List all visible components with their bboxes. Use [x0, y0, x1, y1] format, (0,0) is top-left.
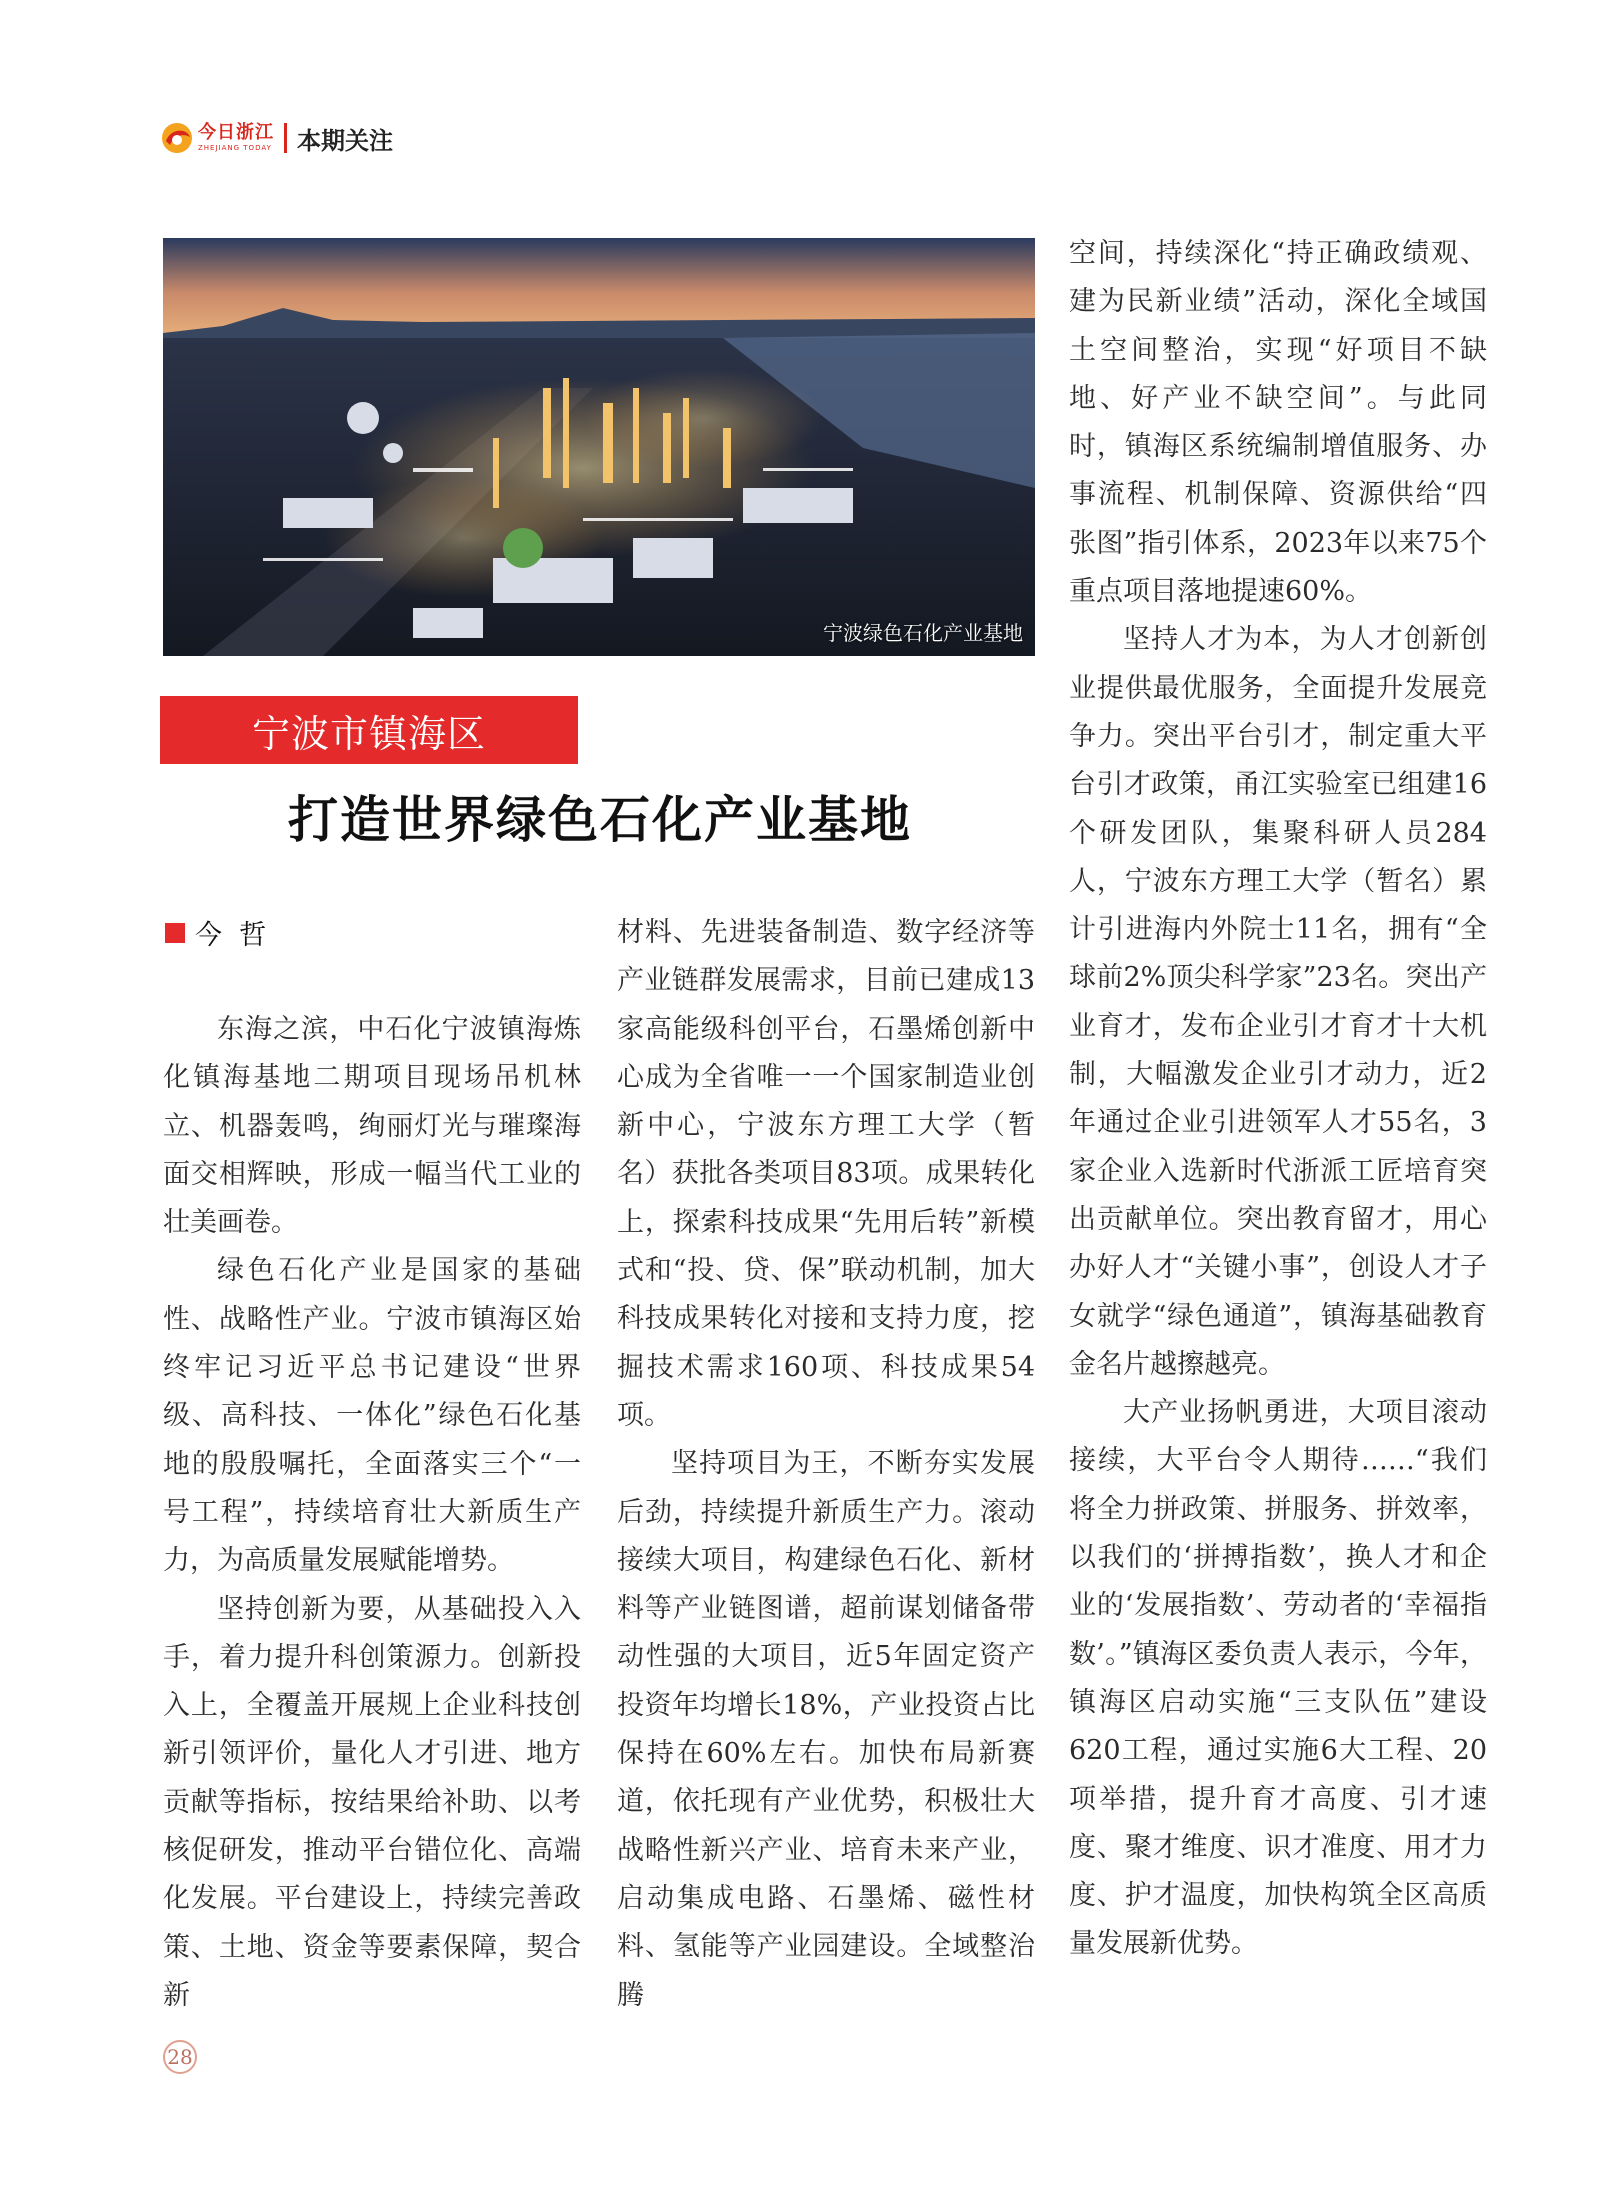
article-headline: 打造世界绿色石化产业基地 [288, 790, 912, 849]
industrial-base-photo [163, 238, 1035, 656]
section-label: 本期关注 [297, 126, 393, 155]
region-banner: 宁波市镇海区 [160, 696, 578, 764]
paragraph: 东海之滨，中石化宁波镇海炼化镇海基地二期项目现场吊机林立、机器轰鸣，绚丽灯光与璀璨海面交相辉映，形成一幅当代工业的壮美画卷。 [163, 1014, 581, 1239]
paragraph: 坚持创新为要，从基础投入入手，着力提升科创策源力。创新投入上，全覆盖开展规上企业科技创新引领评价，量化人才引进、地方贡献等指标，按结果给补助、以考核促研发，推动平台错位化、高端化发展。平台建设上，持续完善政策、土地、资金等要素保障，契合新 [163, 1593, 581, 2011]
body-column-3 [1069, 230, 1487, 1969]
paragraph: 空间，持续深化“持正确政绩观、建为民新业绩”活动，深化全域国土空间整治，实现“好项目不缺地、好产业不缺空间”。与此同时，镇海区系统编制增值服务、办事流程、机制保障、资源供给“四张图”指引体系，2023年以来75个重点项目落地提速60%。 [1069, 238, 1487, 608]
body-column-2 [617, 909, 1035, 2020]
paragraph: 坚持项目为王，不断夯实发展后劲，持续提升新质生产力。滚动接续大项目，构建绿色石化、新材料等产业链图谱，超前谋划储备带动性强的大项目，近5年固定资产投资年均增长18%，产业投资占比保持在60%左右。加快布局新赛道，依托现有产业优势，积极壮大战略性新兴产业、培育未来产业，启动集成电路、石墨烯、磁性材料、氢能等产业园建设。全域整治腾 [617, 1448, 1035, 2011]
magazine-logo-text [198, 124, 274, 152]
author-line [165, 913, 266, 952]
body-column-1 [163, 1006, 581, 2020]
paragraph: 坚持人才为本，为人才创新创业提供最优服务，全面提升发展竞争力。突出平台引才，制定重大平台引才政策，甬江实验室已组建16个研发团队，集聚科研人员284人，宁波东方理工大学（暂名）累计引进海内外院士11名，拥有“全球前2%顶尖科学家”23名。突出产业育才，发布企业引才育才十大机制，大幅激发企业引才动力，近2年通过企业引进领军人才55名，3家企业入选新时代浙派工匠培育突出贡献单位。突出教育留才，用心办好人才“关键小事”，创设人才子女就学“绿色通道”，镇海基础教育金名片越擦越亮。 [1069, 624, 1487, 1380]
paragraph: 材料、先进装备制造、数字经济等产业链群发展需求，目前已建成13家高能级科创平台，石墨烯创新中心成为全省唯一一个国家制造业创新中心，宁波东方理工大学（暂名）获批各类项目83项。成果转化上，探索科技成果“先用后转”新模式和“投、贷、保”联动机制，加大科技成果转化对接和支持力度，挖掘技术需求160项、科技成果54项。 [617, 917, 1035, 1431]
photo-caption: 宁波绿色石化产业基地 [823, 621, 1023, 645]
red-square-icon [165, 923, 185, 943]
logo-cn: 今日浙江 [198, 122, 274, 143]
page-number: 28 [163, 2040, 197, 2074]
paragraph: 绿色石化产业是国家的基础性、战略性产业。宁波市镇海区始终牢记习近平总书记建设“世界级、高科技、一体化”绿色石化基地的殷殷嘱托，全面落实三个“一号工程”，持续培育壮大新质生产力，为高质量发展赋能增势。 [163, 1255, 581, 1577]
author-name: 今 哲 [195, 920, 267, 951]
paragraph: 大产业扬帆勇进，大项目滚动接续，大平台令人期待……“我们将全力拼政策、拼服务、拼效率，以我们的‘拼搏指数’，换人才和企业的‘发展指数’、劳动者的‘幸福指数’。”镇海区委负责人表示，今年，镇海区启动实施“三支队伍”建设620工程，通过实施6大工程、20项举措，提升育才高度、引才速度、聚才维度、识才准度、用才力度、护才温度，加快构筑全区高质量发展新优势。 [1069, 1397, 1487, 1960]
logo-en: ZHEJIANG TODAY [198, 144, 272, 152]
header-divider [284, 123, 287, 153]
night-refinery-image [163, 238, 1035, 656]
page-header [160, 118, 393, 158]
magazine-logo-icon [160, 121, 194, 155]
